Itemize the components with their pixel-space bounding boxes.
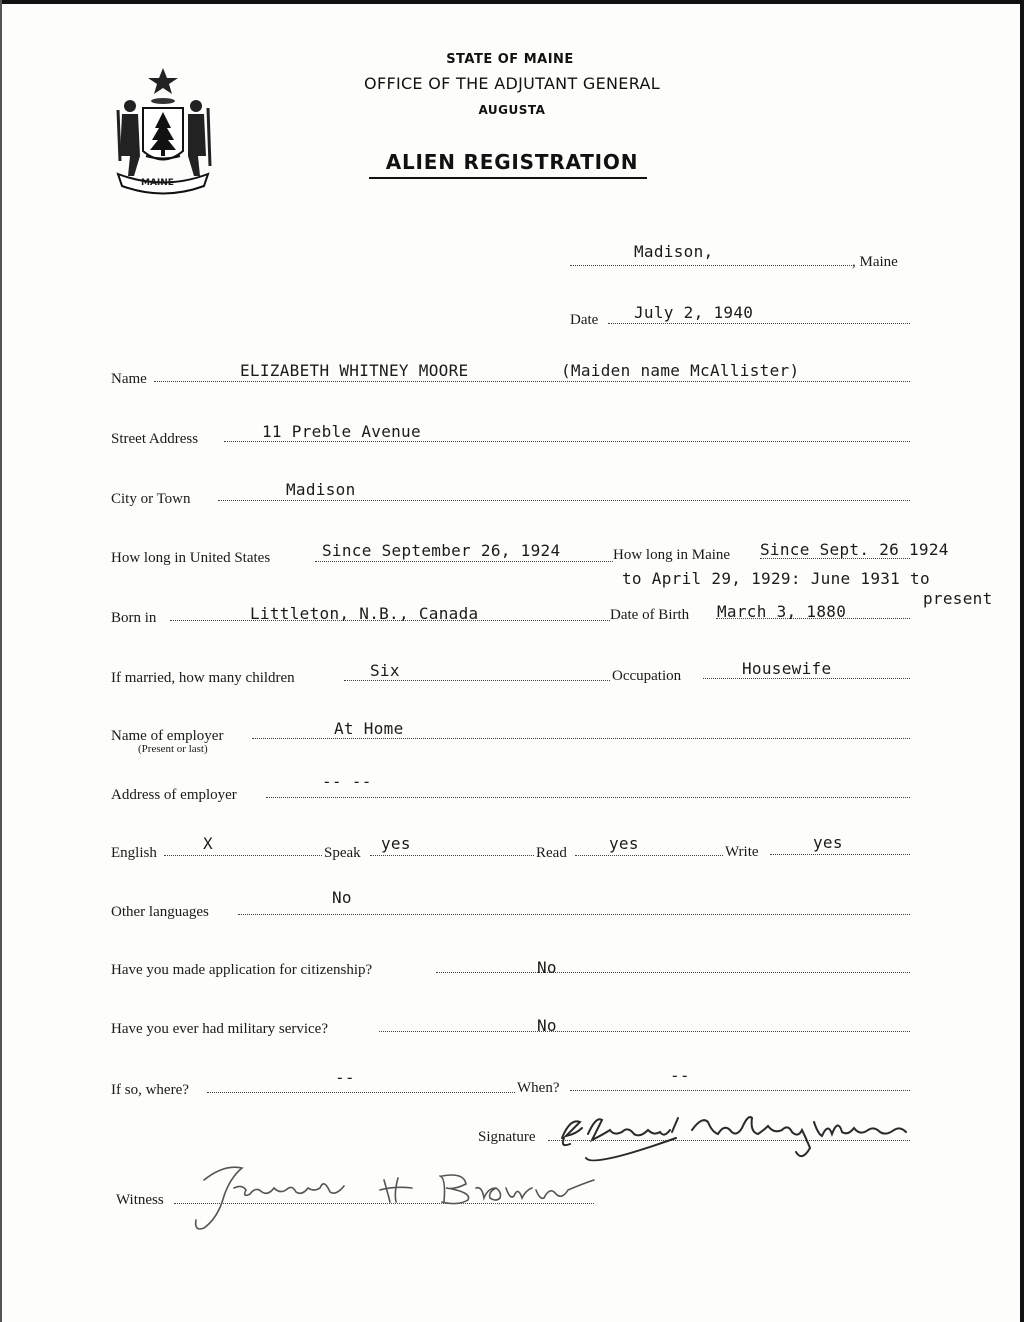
date-line xyxy=(608,323,910,324)
military-line xyxy=(379,1031,910,1032)
occupation-label: Occupation xyxy=(612,668,682,684)
town-line xyxy=(570,265,852,266)
employer-label: Name of employer xyxy=(111,728,224,744)
military-value: No xyxy=(537,1016,557,1035)
other-languages-line xyxy=(238,914,910,915)
occupation-value: Housewife xyxy=(742,659,832,678)
street-address-value: 11 Preble Avenue xyxy=(262,422,421,441)
write-line xyxy=(770,854,910,855)
city-value: Madison xyxy=(286,480,356,499)
seal-banner-text: MAINE xyxy=(141,178,174,188)
scan-border-left xyxy=(0,0,2,1322)
maine-label: , Maine xyxy=(852,254,898,270)
city-line xyxy=(218,500,910,501)
name-value: ELIZABETH WHITNEY MOORE xyxy=(240,361,469,380)
scan-border-right xyxy=(1020,0,1024,1322)
maiden-name-value: (Maiden name McAllister) xyxy=(561,361,800,380)
witness-signature-image xyxy=(184,1158,634,1238)
speak-line xyxy=(370,855,534,856)
how-long-us-value: Since September 26, 1924 xyxy=(322,541,561,560)
where-label: If so, where? xyxy=(111,1082,189,1098)
write-value: yes xyxy=(813,833,843,852)
born-in-value: Littleton, N.B., Canada xyxy=(250,604,479,623)
occupation-line xyxy=(703,678,910,679)
how-long-maine-value-2: to April 29, 1929: June 1931 to xyxy=(622,569,930,588)
name-line xyxy=(154,381,910,382)
speak-label: Speak xyxy=(324,845,361,861)
english-value: X xyxy=(203,834,213,853)
english-label: English xyxy=(111,845,157,861)
when-label: When? xyxy=(517,1080,560,1096)
children-line xyxy=(344,680,610,681)
signature-label: Signature xyxy=(478,1129,536,1145)
employer-line xyxy=(252,738,910,739)
title-underline xyxy=(369,177,647,179)
when-line xyxy=(570,1090,910,1091)
employer-address-label: Address of employer xyxy=(111,787,237,803)
date-of-birth-value: March 3, 1880 xyxy=(717,602,847,621)
scan-border-top xyxy=(0,0,1024,4)
where-line xyxy=(207,1092,515,1093)
office-heading: OFFICE OF THE ADJUTANT GENERAL xyxy=(364,74,660,93)
how-long-us-label: How long in United States xyxy=(111,550,271,566)
military-label: Have you ever had military service? xyxy=(111,1021,328,1037)
name-label: Name xyxy=(111,371,147,387)
town-value: Madison, xyxy=(634,242,714,261)
employer-address-line xyxy=(266,797,910,798)
english-line xyxy=(164,855,322,856)
read-line xyxy=(575,855,723,856)
read-label: Read xyxy=(536,845,567,861)
children-value: Six xyxy=(370,661,400,680)
city-heading: AUGUSTA xyxy=(478,103,546,117)
state-heading: STATE OF MAINE xyxy=(446,52,574,67)
employer-note: (Present or last) xyxy=(138,743,208,755)
street-address-label: Street Address xyxy=(111,431,199,447)
other-languages-value: No xyxy=(332,888,352,907)
when-value: -- xyxy=(670,1066,690,1085)
write-label: Write xyxy=(725,844,759,860)
citizenship-line xyxy=(436,972,910,973)
where-value: -- xyxy=(335,1068,355,1087)
citizenship-label: Have you made application for citizenship? xyxy=(111,962,373,978)
date-label: Date xyxy=(570,312,599,328)
citizenship-value: No xyxy=(537,958,557,977)
how-long-us-line xyxy=(315,561,613,562)
how-long-maine-value-3: present xyxy=(923,589,993,608)
city-label: City or Town xyxy=(111,491,191,507)
speak-value: yes xyxy=(381,834,411,853)
employer-address-value: -- -- xyxy=(322,772,372,791)
read-value: yes xyxy=(609,834,639,853)
how-long-maine-label: How long in Maine xyxy=(613,547,731,563)
date-of-birth-label: Date of Birth xyxy=(610,607,690,623)
witness-label: Witness xyxy=(116,1192,164,1208)
street-address-line xyxy=(224,441,910,442)
other-languages-label: Other languages xyxy=(111,904,209,920)
how-long-maine-value-1: Since Sept. 26 1924 xyxy=(760,540,949,559)
children-label: If married, how many children xyxy=(111,670,295,686)
employer-value: At Home xyxy=(334,719,404,738)
date-value: July 2, 1940 xyxy=(634,303,754,322)
form-title: ALIEN REGISTRATION xyxy=(385,150,639,174)
born-in-label: Born in xyxy=(111,610,157,626)
